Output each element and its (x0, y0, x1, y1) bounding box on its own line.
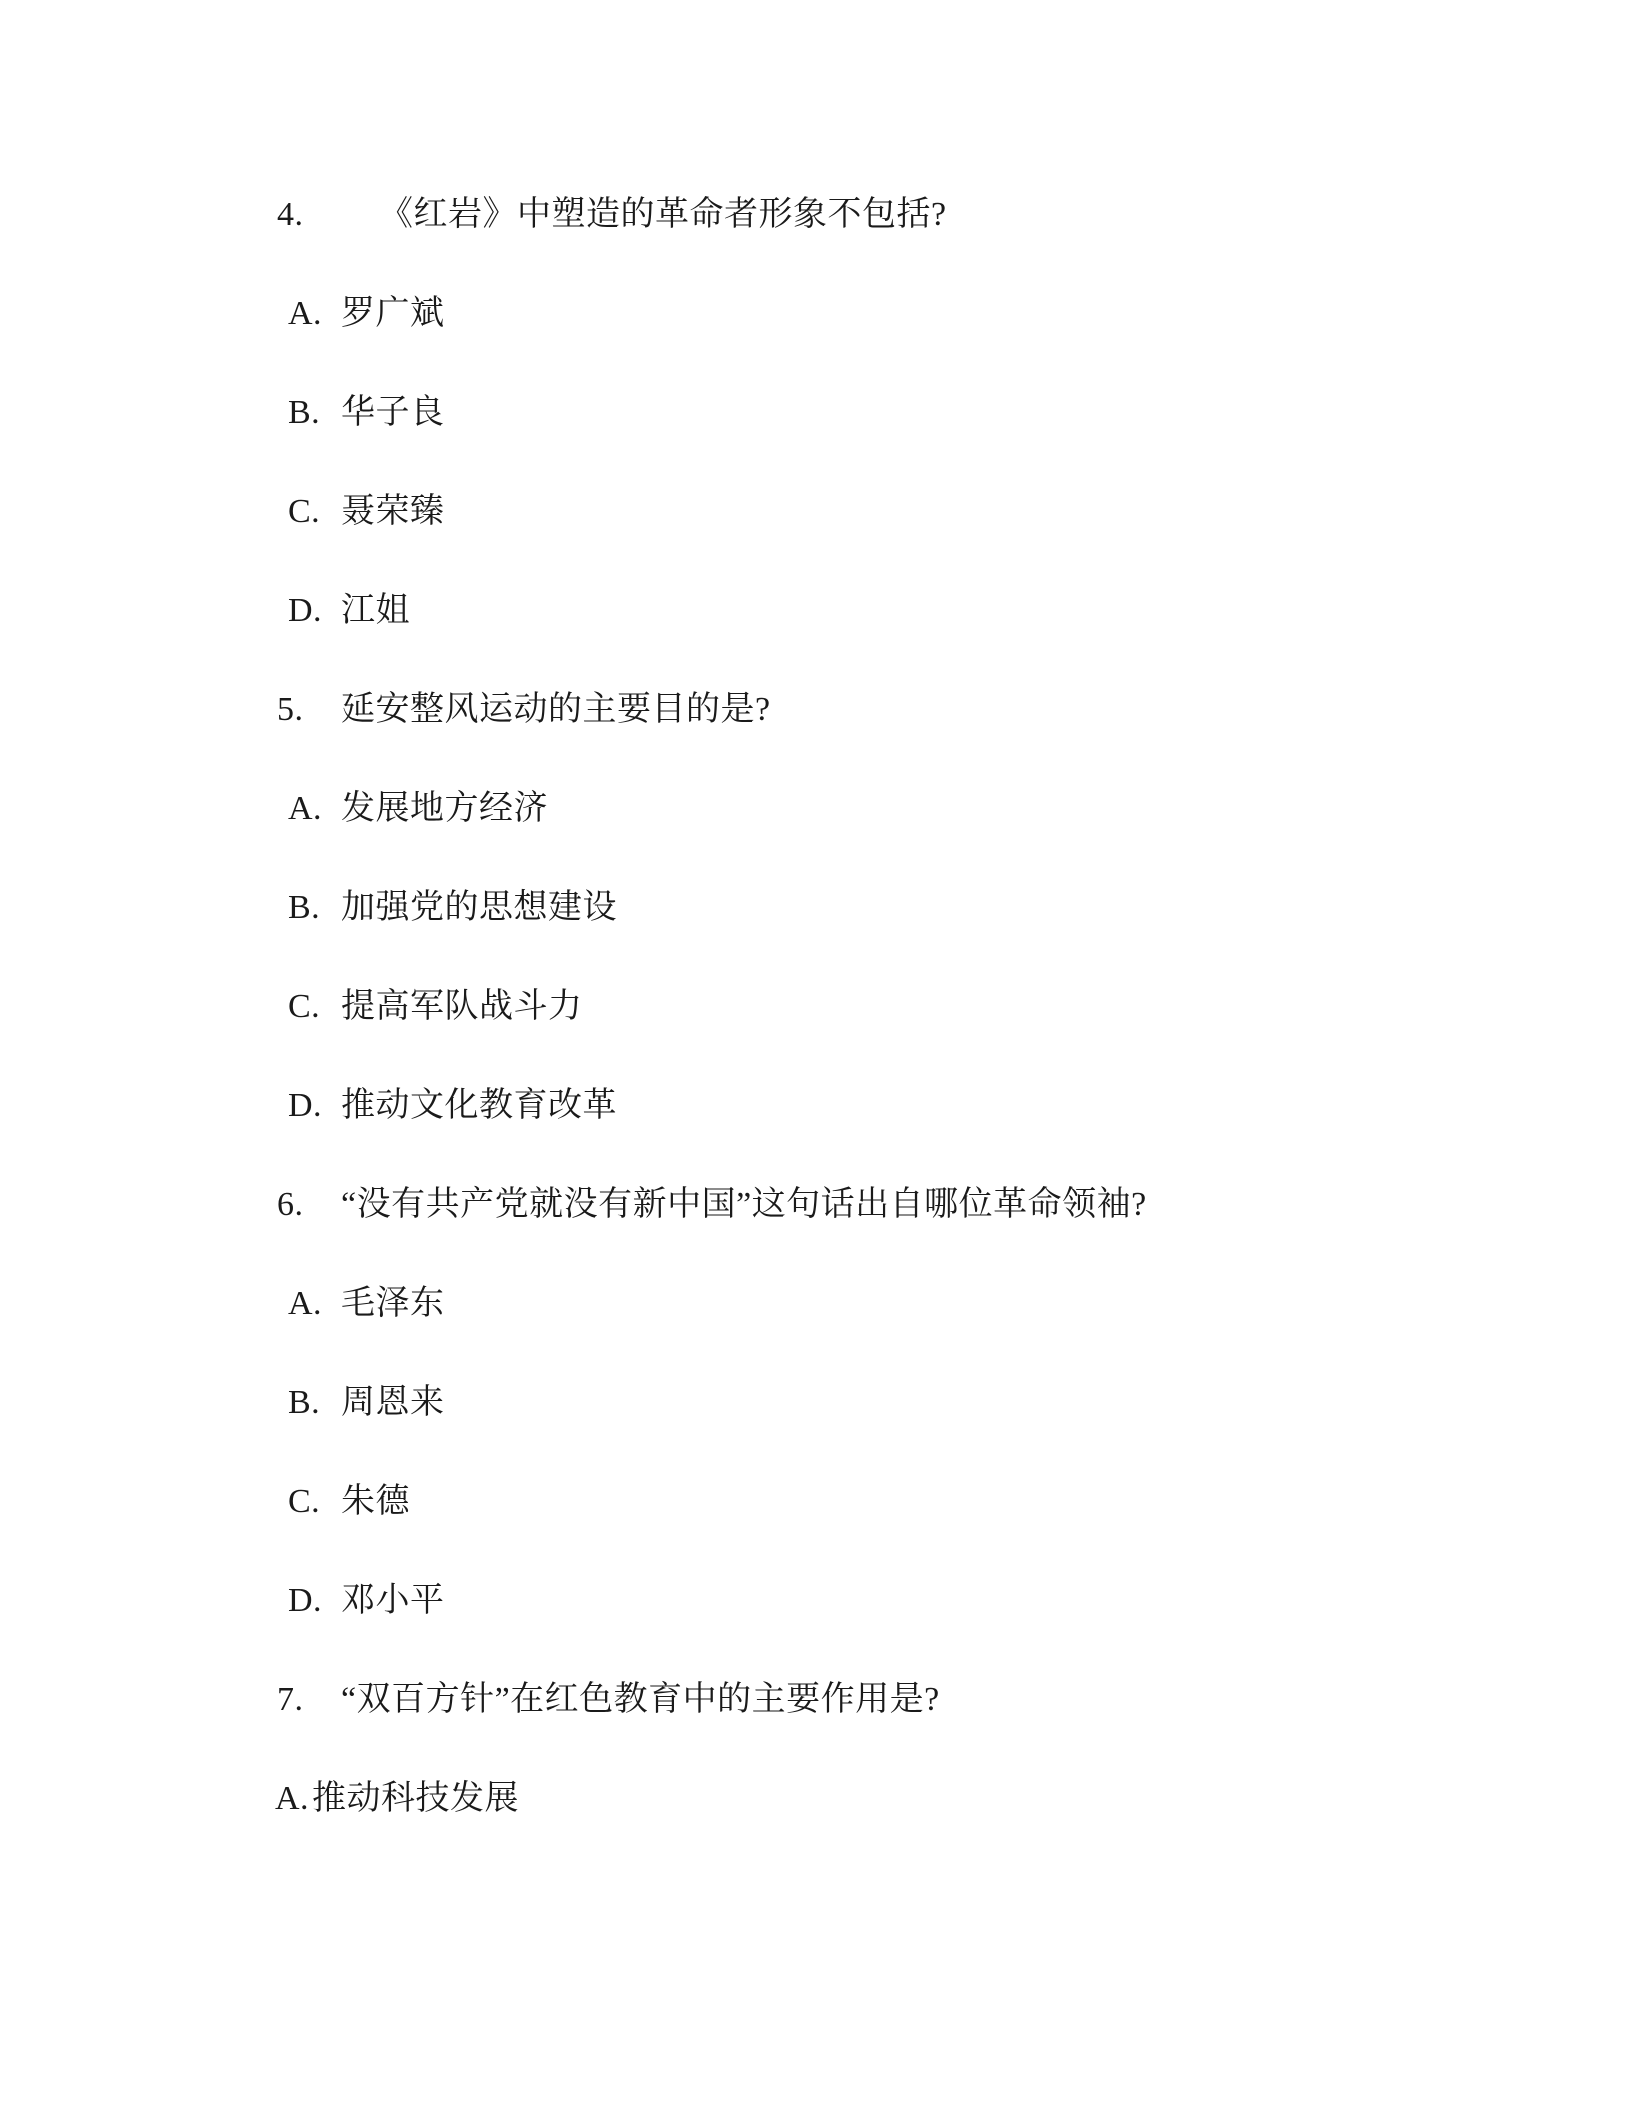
option-line (0, 1779, 1631, 1878)
question-text: 《红岩》中塑造的革命者形象不包括? (379, 196, 947, 233)
option-label: B. (288, 889, 321, 926)
option-text: 提高军队战斗力 (341, 988, 583, 1025)
option-line (0, 1284, 1631, 1383)
option-label: A. (288, 295, 323, 332)
question-text: “没有共产党就没有新中国”这句话出自哪位革命领袖? (341, 1186, 1147, 1223)
option-line (0, 393, 1631, 492)
question-number: 6. (277, 1186, 304, 1223)
option-text: 朱德 (341, 1483, 410, 1520)
option-text: 加强党的思想建设 (341, 889, 617, 926)
question-line (0, 1185, 1631, 1284)
option-line (0, 1383, 1631, 1482)
option-text: 江姐 (341, 592, 410, 629)
question-number: 4. (277, 196, 304, 233)
option-label: B. (288, 394, 321, 431)
option-label: C. (288, 493, 321, 530)
option-label: D. (288, 1087, 323, 1124)
option-line (0, 987, 1631, 1086)
question-number: 7. (277, 1681, 304, 1718)
option-line (0, 1482, 1631, 1581)
option-line (0, 789, 1631, 888)
question-number: 5. (277, 691, 304, 728)
option-line (0, 1086, 1631, 1185)
document-content (0, 195, 1631, 1878)
option-label: C. (288, 988, 321, 1025)
option-label: B. (288, 1384, 321, 1421)
option-line (0, 888, 1631, 987)
option-text: 周恩来 (341, 1384, 445, 1421)
option-label: C. (288, 1483, 321, 1520)
question-text: 延安整风运动的主要目的是? (341, 691, 771, 728)
option-label: A. (288, 1285, 323, 1322)
option-line (0, 591, 1631, 690)
question-line (0, 195, 1631, 294)
option-text: 毛泽东 (341, 1285, 445, 1322)
question-line (0, 690, 1631, 789)
option-text: 华子良 (341, 394, 445, 431)
option-text: 邓小平 (341, 1582, 445, 1619)
option-text: 发展地方经济 (341, 790, 548, 827)
option-text: 罗广斌 (341, 295, 445, 332)
option-text: 推动科技发展 (312, 1780, 519, 1817)
question-line (0, 1680, 1631, 1779)
option-line (0, 492, 1631, 591)
option-label: D. (288, 592, 323, 629)
option-line (0, 1581, 1631, 1680)
option-label: D. (288, 1582, 323, 1619)
option-label: A. (288, 790, 323, 827)
option-text: 聂荣臻 (341, 493, 445, 530)
question-text: “双百方针”在红色教育中的主要作用是? (341, 1681, 940, 1718)
option-label: A. (275, 1780, 310, 1817)
option-text: 推动文化教育改革 (341, 1087, 617, 1124)
option-line (0, 294, 1631, 393)
